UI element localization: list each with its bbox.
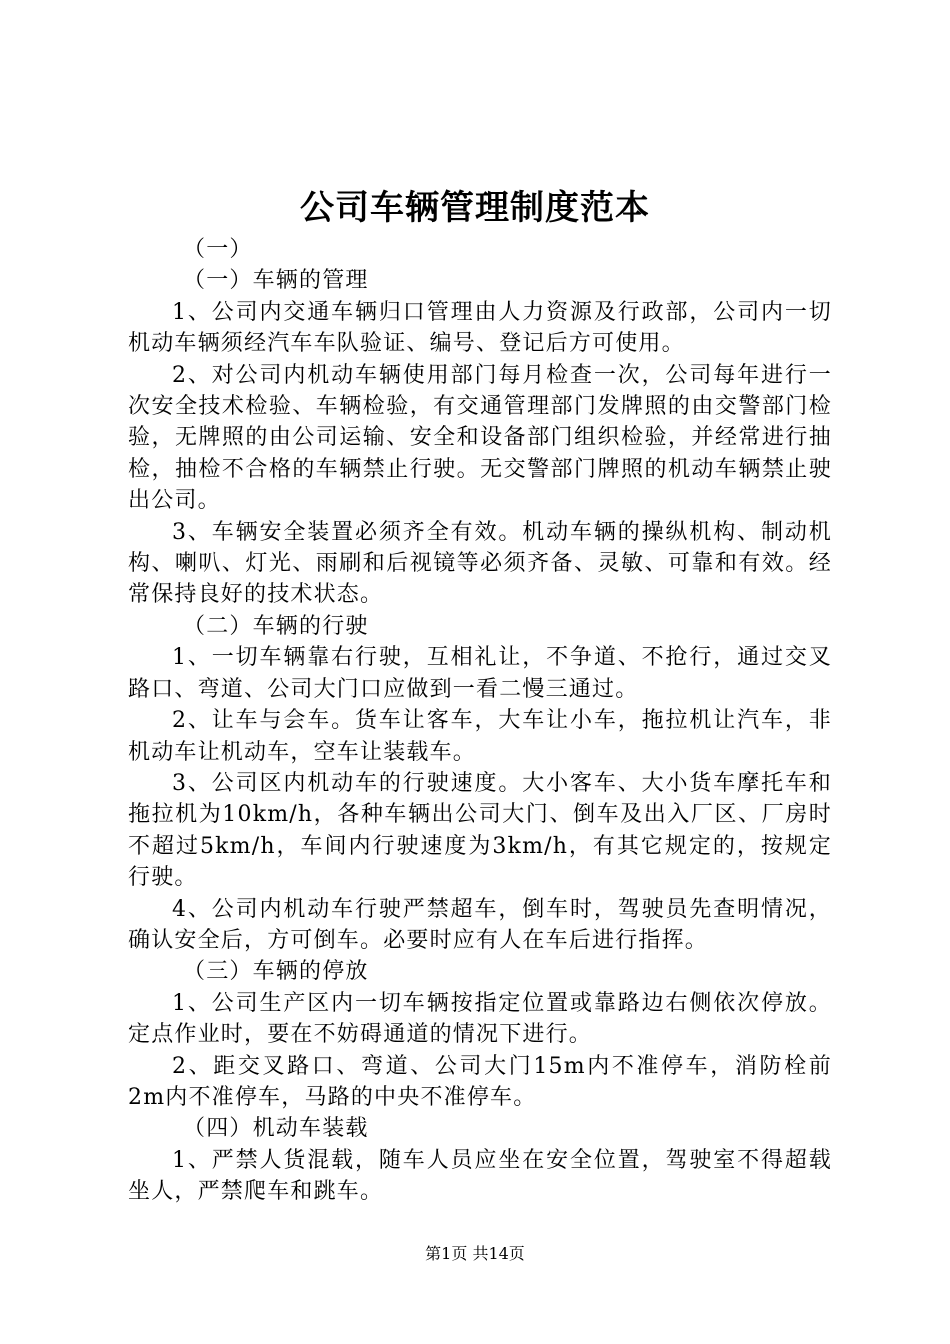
document-title: 公司车辆管理制度范本 bbox=[300, 188, 650, 228]
paragraph: 1、一切车辆靠右行驶，互相礼让，不争道、不抢行，通过交叉路口、弯道、公司大门口应做到一看二慢三通过。 bbox=[128, 645, 832, 702]
section-heading: （四）机动车装载 bbox=[183, 1116, 369, 1142]
section-number: （一） bbox=[183, 237, 253, 262]
paragraph: 1、严禁人货混载，随车人员应坐在安全位置，驾驶室不得超载坐人，严禁爬车和跳车。 bbox=[128, 1147, 832, 1205]
section-heading: （二）车辆的行驶 bbox=[183, 613, 369, 639]
paragraph: 4、公司内机动车行驶严禁超车，倒车时，驾驶员先查明情况，确认安全后，方可倒车。必要时应有人在车后进行指挥。 bbox=[128, 896, 832, 953]
document-body bbox=[128, 234, 832, 1208]
section-heading: （三）车辆的停放 bbox=[183, 959, 369, 985]
paragraph: 1、公司生产区内一切车辆按指定位置或靠路边右侧依次停放。定点作业时，要在不妨碍通道的情况下进行。 bbox=[128, 990, 832, 1048]
paragraph: 2、对公司内机动车辆使用部门每月检查一次，公司每年进行一次安全技术检验、车辆检验，有交通管理部门发牌照的由交警部门检验，无牌照的由公司运输、安全和设备部门组织检验，并经常进行抽检，抽检不合格的车辆禁止行驶。无交警部门牌照的机动车辆禁止驶出公司。 bbox=[128, 362, 832, 514]
paragraph: 3、公司区内机动车的行驶速度。大小客车、大小货车摩托车和拖拉机为10km/h，各种车辆出公司大门、倒车及出入厂区、厂房时不超过5km/h，车间内行驶速度为3km/h，有其它规定的，按规定行驶。 bbox=[128, 770, 832, 891]
paragraph: 2、距交叉路口、弯道、公司大门15m内不准停车，消防栓前2m内不准停车，马路的中央不准停车。 bbox=[128, 1053, 832, 1110]
paragraph: 3、车辆安全装置必须齐全有效。机动车辆的操纵机构、制动机构、喇叭、灯光、雨刷和后视镜等必须齐备、灵敏、可靠和有效。经常保持良好的技术状态。 bbox=[128, 519, 832, 608]
section-heading: （一）车辆的管理 bbox=[183, 268, 369, 294]
paragraph: 2、让车与会车。货车让客车，大车让小车，拖拉机让汽车，非机动车让机动车，空车让装载车。 bbox=[128, 708, 832, 765]
page-number-footer: 第1页 共14页 bbox=[425, 1244, 525, 1263]
paragraph: 1、公司内交通车辆归口管理由人力资源及行政部，公司内一切机动车辆须经汽车车队验证、编号、登记后方可使用。 bbox=[128, 299, 832, 357]
